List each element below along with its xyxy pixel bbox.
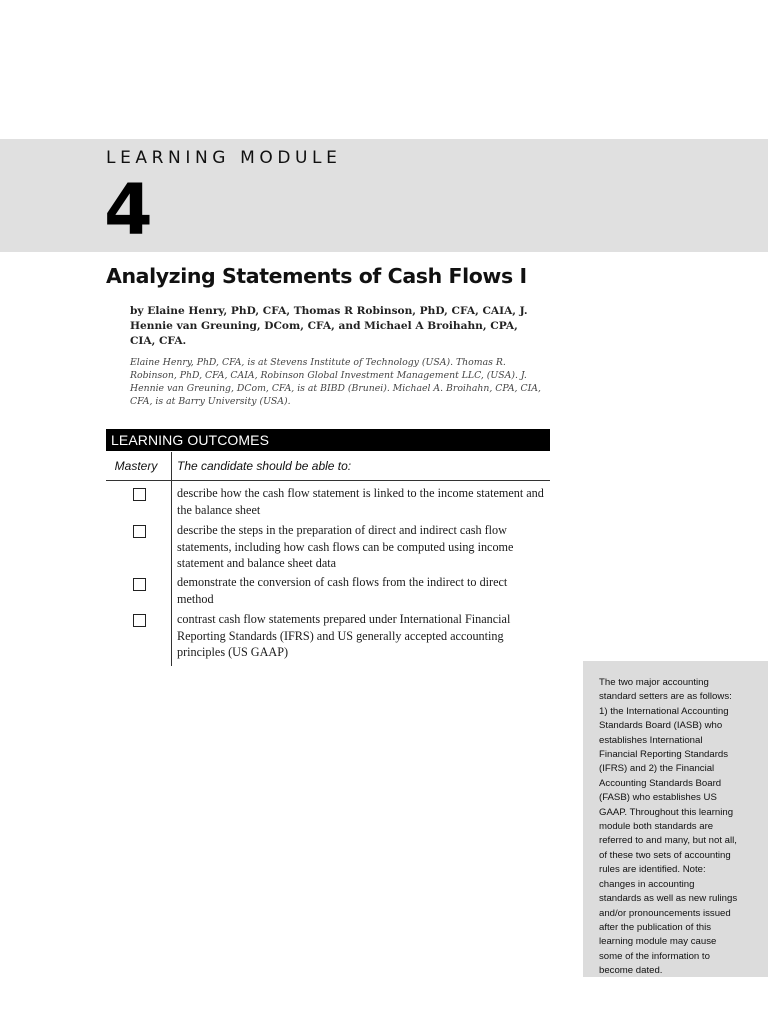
mastery-checkbox-2[interactable] xyxy=(133,525,146,538)
mastery-checkbox-1[interactable] xyxy=(133,488,146,501)
outcome-item-2: describe the steps in the preparation of direct and indirect cash flow statements, including how cash flows can be computed using income statement and balance sheet data xyxy=(177,523,514,570)
outcome-item-3: demonstrate the conversion of cash flows from the indirect to direct method xyxy=(177,575,508,606)
page-title: Analyzing Statements of Cash Flows I xyxy=(106,264,527,288)
sidebar-note-text: The two major accounting standard setters are as follows: 1) the International Accounting Standards Board (IASB) who establishes International Financial Reporting Standards (IFRS) and 2) the Financial Accounting Standards Board (FASB) who establishes US GAAP. Throughout this learning module both standards are referred to and many, but not all, of these two sets of accounting rules are identified. Note: changes in accounting standards as well as new rulings and/or pronouncements issued after the publication of this learning module may cause some of the information to become dated. xyxy=(599,677,738,977)
mastery-column-header: Mastery xyxy=(114,459,158,473)
table-header-rule xyxy=(106,480,550,481)
table-column-rule xyxy=(171,452,172,666)
candidate-column-header: The candidate should be able to: xyxy=(177,459,352,473)
sidebar-note-box xyxy=(583,661,768,977)
outcome-item-4: contrast cash flow statements prepared under International Financial Reporting Standards (IFRS) and US generally accepted accounting principles (US GAAP) xyxy=(177,612,511,659)
author-affiliations: Elaine Henry, PhD, CFA, is at Stevens Institute of Technology (USA). Thomas R. Robinson, PhD, CFA, CAIA, Robinson Global Investment Management LLC, (USA). J. Hennie van Greuning, DCom, CFA, is at BIBD (Brunei). Michael A. Broihahn, CPA, CIA, CFA, is at Barry University (USA). xyxy=(130,357,541,407)
mastery-checkbox-4[interactable] xyxy=(133,614,146,627)
outcome-item-1: describe how the cash flow statement is linked to the income statement and the balance sheet xyxy=(177,486,544,517)
mastery-checkbox-3[interactable] xyxy=(133,578,146,591)
module-number: 4 xyxy=(104,169,153,251)
author-byline: by Elaine Henry, PhD, CFA, Thomas R Robinson, PhD, CFA, CAIA, J. Hennie van Greuning, DCom, CFA, and Michael A Broihahn, CPA, CIA, CFA. xyxy=(130,305,528,347)
learning-outcomes-title: LEARNING OUTCOMES xyxy=(111,432,270,448)
module-label: LEARNING MODULE xyxy=(106,148,342,168)
learning-outcomes-header xyxy=(106,429,550,451)
